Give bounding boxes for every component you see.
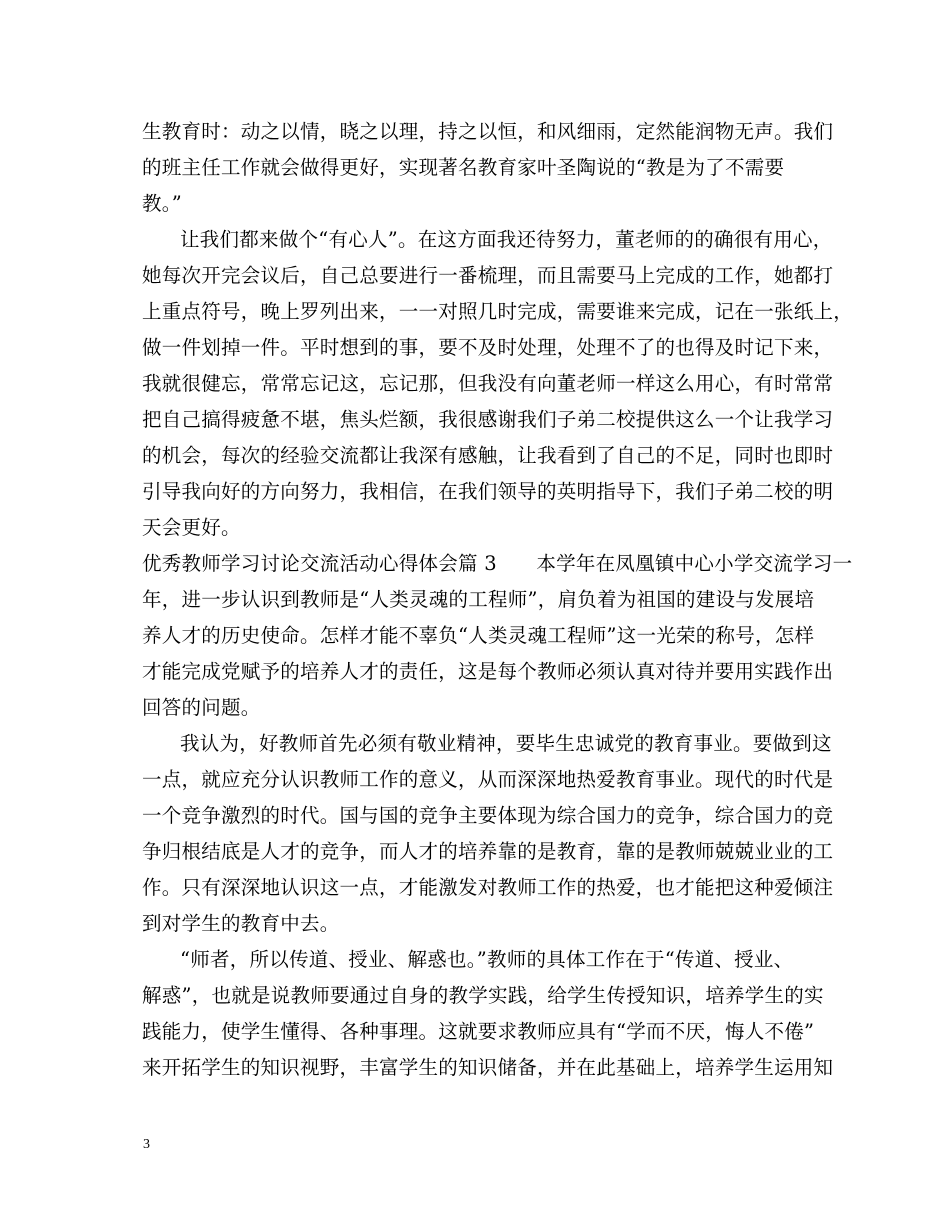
text-line: 年，进一步认识到教师是“人类灵魂的工程师”，肩负着为祖国的建设与发展培 [142, 588, 815, 611]
text-line: 她每次开完会议后，自己总要进行一番梳理，而且需要马上完成的工作，她都打 [142, 264, 834, 287]
text-line: 养人才的历史使命。怎样才能不辜负“人类灵魂工程师”这一光荣的称号，怎样 [142, 624, 815, 647]
text-line: 来开拓学生的知识视野，丰富学生的知识储备，并在此基础上，培养学生运用知 [142, 1056, 834, 1079]
text-line: 的机会，每次的经验交流都让我深有感触，让我看到了自己的不足，同时也即时 [142, 444, 834, 467]
text-line: 做一件划掉一件。平时想到的事，要不及时处理，处理不了的也得及时记下来， [142, 336, 834, 359]
text-line: 到对学生的教育中去。 [142, 912, 340, 935]
text-line: 上重点符号，晚上罗列出来，一一对照几时完成，需要谁来完成，记在一张纸上， [142, 300, 854, 323]
text-line: 解惑”，也就是说教师要通过自身的教学实践，给学生传授知识，培养学生的实 [142, 984, 824, 1007]
text-line: 才能完成党赋予的培养人才的责任，这是每个教师必须认真对待并要用实践作出 [142, 660, 834, 683]
text-line: 争归根结底是人才的竞争，而人才的培养靠的是教育，靠的是教师兢兢业业的工 [142, 840, 834, 863]
text-line: 一点，就应充分认识教师工作的意义，从而深深地热爱教育事业。现代的时代是 [142, 768, 834, 791]
text-line: 天会更好。 [142, 516, 241, 539]
text-line: 让我们都来做个“有心人”。在这方面我还待努力，董老师的的确很有用心， [180, 228, 833, 251]
text-line: 教。” [142, 192, 182, 215]
text-line: 把自己搞得疲惫不堪，焦头烂额，我很感谢我们子弟二校提供这么一个让我学习 [142, 408, 834, 431]
text-line: 回答的问题。 [142, 696, 261, 719]
text-line: 我认为，好教师首先必须有敬业精神，要毕生忠诚党的教育事业。要做到这 [180, 732, 832, 755]
text-line: 生教育时：动之以情，晓之以理，持之以恒，和风细雨，定然能润物无声。我们 [142, 120, 834, 143]
text-line: 引导我向好的方向努力，我相信，在我们领导的英明指导下，我们子弟二校的明 [142, 480, 834, 503]
text-line: “师者，所以传道、授业、解惑也。”教师的具体工作在于“传道、授业、 [180, 948, 794, 971]
text-line: 我就很健忘，常常忘记这，忘记那，但我没有向董老师一样这么用心，有时常常 [142, 372, 834, 395]
text-line: 一个竞争激烈的时代。国与国的竞争主要体现为综合国力的竞争，综合国力的竞 [142, 804, 834, 827]
text-line: 践能力，使学生懂得、各种事理。这就要求教师应具有“学而不厌，悔人不倦” [142, 1020, 815, 1043]
page-number: 3 [143, 1137, 150, 1152]
text-line: 的班主任工作就会做得更好，实现著名教育家叶圣陶说的“教是为了不需要 [142, 156, 785, 179]
text-line: 作。只有深深地认识这一点，才能激发对教师工作的热爱，也才能把这种爱倾注 [142, 876, 834, 899]
section-heading-line: 优秀教师学习讨论交流活动心得体会篇 3 本学年在凤凰镇中心小学交流学习一 [142, 552, 853, 575]
